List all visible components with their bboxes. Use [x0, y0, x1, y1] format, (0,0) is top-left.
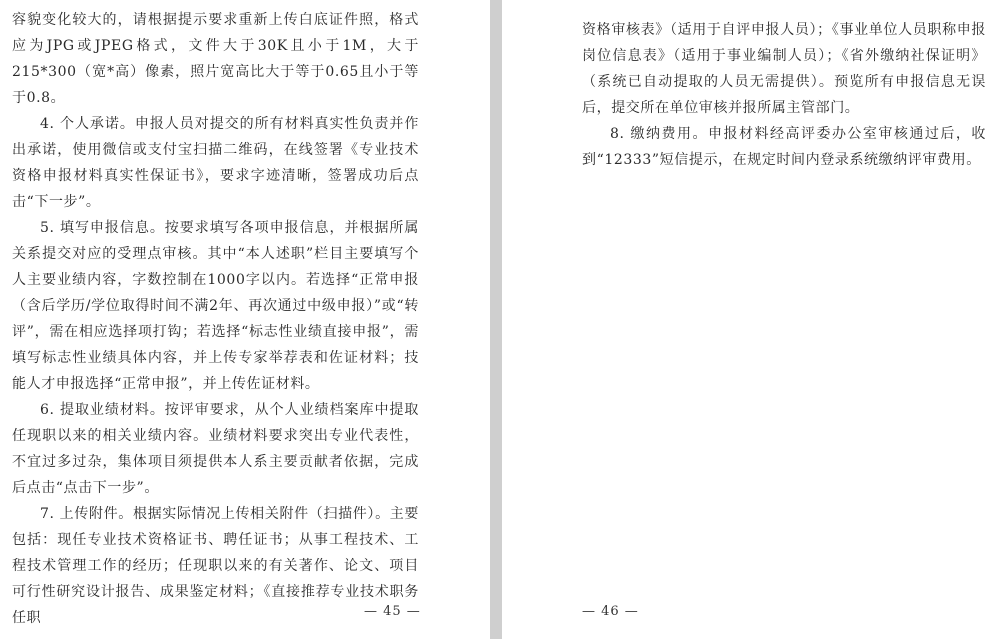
- paragraph-extract-performance: 6. 提取业绩材料。按评审要求，从个人业绩档案库中提取任现职以来的相关业绩内容。业绩材料要求突出专业代表性，不宜过多过杂，集体项目须提供本人系主要贡献者依据，完成后点击“点击下一步”。: [12, 402, 419, 496]
- left-page-body: [12, 7, 419, 631]
- paragraph-upload-attachments: 7. 上传附件。根据实际情况上传相关附件（扫描件）。主要包括：现任专业技术资格证书、聘任证书；从事工程技术、工程技术管理工作的经历；任现职以来的有关著作、论文、项目可行性研究设计报告、成果鉴定材料；《直接推荐专业技术职务任职: [12, 506, 419, 626]
- right-page: [502, 0, 992, 639]
- paragraph-attachments-continued: 资格审核表》（适用于自评申报人员）；《事业单位人员职称申报岗位信息表》（适用于事业编制人员）；《省外缴纳社保证明》（系统已自动提取的人员无需提供）。预览所有申报信息无误后，提交所在单位审核并报所属主管部门。: [582, 22, 986, 116]
- page-number-right: — 46 —: [582, 604, 639, 619]
- right-page-body: [582, 17, 986, 173]
- page-number-left: — 45 —: [364, 604, 421, 619]
- paragraph-fill-application-info: 5. 填写申报信息。按要求填写各项申报信息，并根据所属关系提交对应的受理点审核。其中“本人述职”栏目主要填写个人主要业绩内容，字数控制在1000字以内。若选择“正常申报（含后学历/学位取得时间不满2年、再次通过中级申报）”或“转评”，需在相应选择项打钩；若选择“标志性业绩直接申报”，需填写标志性业绩具体内容，并上传专家举荐表和佐证材料；技能人才申报选择“正常申报”，并上传佐证材料。: [12, 220, 419, 392]
- page-gutter: [490, 0, 502, 639]
- paragraph-photo-requirements: 容貌变化较大的，请根据提示要求重新上传白底证件照，格式应为JPG或JPEG格式，文件大于30K且小于1M，大于215*300（宽*高）像素，照片宽高比大于等于0.65且小于等于0.8。: [12, 12, 419, 106]
- paragraph-personal-commitment: 4. 个人承诺。申报人员对提交的所有材料真实性负责并作出承诺，使用微信或支付宝扫描二维码，在线签署《专业技术资格申报材料真实性保证书》，要求字迹清晰，签署成功后点击“下一步”。: [12, 116, 419, 210]
- paragraph-pay-fees: 8. 缴纳费用。申报材料经高评委办公室审核通过后，收到“12333”短信提示，在规定时间内登录系统缴纳评审费用。: [582, 126, 986, 168]
- left-page: [0, 0, 490, 639]
